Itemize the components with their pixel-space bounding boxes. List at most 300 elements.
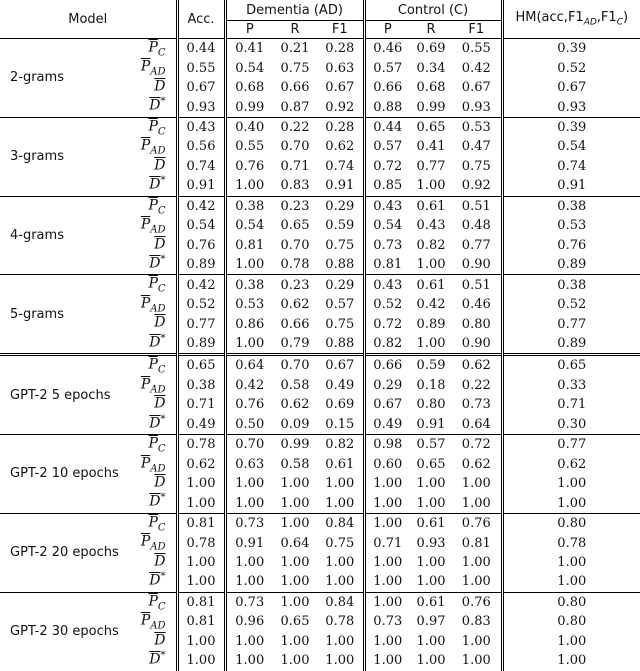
value-cell: 0.61 (410, 592, 452, 612)
row-label-pc (125, 117, 177, 137)
value-cell: 0.54 (177, 216, 225, 235)
row-label-sub: AD (150, 303, 166, 315)
value-cell: 0.49 (325, 377, 355, 393)
value-cell: 1.00 (235, 555, 265, 570)
table-row (0, 275, 640, 295)
value-cell: 0.74 (177, 157, 225, 176)
value-cell: 0.43 (364, 275, 410, 295)
table-row (0, 592, 640, 612)
value-cell: 1.00 (280, 495, 310, 511)
hm-header-text: HM(acc,F1 (515, 9, 584, 25)
value-cell: 0.64 (280, 535, 310, 551)
value-cell: 0.49 (177, 415, 225, 435)
value-cell: 0.62 (452, 455, 502, 474)
value-cell: 0.53 (452, 117, 502, 137)
row-label-sub: C (157, 47, 166, 59)
value-cell: 0.42 (177, 196, 225, 216)
value-cell: 0.43 (177, 117, 225, 137)
row-label-sup: * (160, 492, 166, 504)
control-header: Control (C) (364, 0, 502, 21)
value-cell: 0.62 (325, 139, 355, 155)
value-cell: 0.58 (280, 456, 310, 472)
value-cell: 1.00 (177, 553, 225, 572)
value-cell: 0.81 (177, 513, 225, 533)
row-label-pc (125, 39, 177, 59)
value-cell: 0.65 (280, 218, 310, 234)
value-cell: 0.93 (452, 97, 502, 117)
value-cell: 1.00 (557, 555, 587, 570)
value-cell: 0.71 (280, 158, 310, 174)
value-cell: 1.00 (280, 476, 310, 492)
value-cell: 1.00 (416, 495, 446, 511)
value-cell: 1.00 (557, 495, 587, 511)
value-cell: 0.65 (410, 117, 452, 137)
value-cell: 0.89 (416, 316, 446, 332)
value-cell: 0.73 (364, 612, 410, 631)
control-p-header: P (364, 21, 410, 39)
row-label-sup: * (160, 253, 166, 265)
value-cell: 0.91 (557, 178, 587, 194)
value-cell: 0.77 (557, 316, 587, 332)
row-label-pad (125, 376, 177, 395)
value-cell: 0.99 (273, 435, 317, 455)
row-label-sub: C (157, 126, 166, 138)
value-cell: 0.99 (416, 99, 446, 115)
value-cell: 0.54 (557, 139, 587, 155)
value-cell: 0.65 (280, 614, 310, 630)
value-cell: 0.09 (280, 416, 310, 432)
value-cell: 1.00 (416, 336, 446, 352)
hm-header-sub-ad: AD (583, 17, 597, 28)
value-cell: 0.88 (364, 97, 410, 117)
row-label-pad (125, 533, 177, 552)
value-cell: 0.73 (364, 236, 410, 255)
value-cell: 1.00 (557, 476, 587, 492)
value-cell: 0.73 (225, 592, 273, 612)
value-cell: 0.29 (317, 275, 364, 295)
value-cell: 0.89 (557, 336, 587, 352)
value-cell: 0.80 (502, 513, 640, 533)
value-cell: 0.96 (235, 614, 265, 630)
row-label-d (125, 553, 177, 572)
value-cell: 0.57 (325, 297, 355, 313)
value-cell: 0.66 (280, 80, 310, 96)
row-label-base: $\overline{P}$ (140, 533, 151, 550)
row-label-sup: * (160, 650, 166, 662)
value-cell: 1.00 (364, 632, 410, 651)
value-cell: 0.46 (452, 295, 502, 314)
value-cell: 0.69 (410, 39, 452, 59)
value-cell: 0.72 (364, 157, 410, 176)
row-label-sub: AD (150, 541, 166, 553)
row-label-base: $\overline{D}$ (149, 415, 161, 432)
row-label-sub: AD (150, 462, 166, 474)
value-cell: 1.00 (416, 574, 446, 590)
table-row (0, 39, 640, 59)
hm-header (502, 0, 640, 39)
row-label-dstar (125, 572, 177, 592)
value-cell: 0.38 (502, 275, 640, 295)
value-cell: 0.76 (452, 592, 502, 612)
row-label-sub: C (157, 283, 166, 295)
value-cell: 1.00 (177, 632, 225, 651)
value-cell: 0.80 (557, 614, 587, 630)
row-label-sub: AD (150, 384, 166, 396)
value-cell: 0.93 (416, 535, 446, 551)
value-cell: 1.00 (364, 651, 410, 670)
row-label-base: $\overline{D}$ (154, 395, 166, 412)
value-cell: 0.43 (364, 196, 410, 216)
row-label-sub: C (157, 205, 166, 217)
model-header: Model (0, 0, 177, 39)
value-cell: 0.21 (273, 39, 317, 59)
row-label-base: $\overline{P}$ (140, 612, 151, 629)
model-name-cell: 4-grams (0, 196, 125, 275)
value-cell: 0.62 (557, 456, 587, 472)
row-label-base: $\overline{P}$ (148, 593, 158, 610)
value-cell: 0.65 (177, 355, 225, 376)
value-cell: 0.76 (452, 513, 502, 533)
value-cell: 0.62 (280, 297, 310, 313)
value-cell: 0.82 (317, 435, 364, 455)
value-cell: 0.76 (557, 237, 587, 253)
row-label-pc (125, 435, 177, 455)
row-label-dstar (125, 176, 177, 196)
table-row (0, 196, 640, 216)
value-cell: 0.71 (557, 397, 587, 413)
value-cell: 0.77 (177, 314, 225, 333)
hm-header-comma: ,F1 (596, 9, 617, 25)
accuracy-header: Acc. (177, 0, 225, 39)
value-cell: 0.28 (317, 117, 364, 137)
row-label-dstar (125, 651, 177, 670)
row-label-base: $\overline{D}$ (149, 98, 161, 115)
value-cell: 0.83 (280, 178, 310, 194)
value-cell: 0.63 (235, 456, 265, 472)
row-label-sup: * (160, 175, 166, 187)
control-r-header: R (410, 21, 452, 39)
row-label-sub: AD (150, 145, 166, 157)
row-label-base: $\overline{D}$ (154, 474, 166, 491)
value-cell: 0.70 (280, 139, 310, 155)
value-cell: 0.71 (364, 533, 410, 552)
value-cell: 0.63 (325, 60, 355, 76)
value-cell: 1.00 (273, 592, 317, 612)
value-cell: 0.42 (416, 297, 446, 313)
value-cell: 1.00 (235, 495, 265, 511)
value-cell: 0.57 (410, 435, 452, 455)
value-cell: 0.81 (452, 533, 502, 552)
value-cell: 0.52 (364, 295, 410, 314)
row-label-dstar (125, 255, 177, 275)
value-cell: 0.75 (325, 237, 355, 253)
row-label-sub: AD (150, 224, 166, 236)
value-cell: 0.34 (416, 60, 446, 76)
row-label-d (125, 157, 177, 176)
value-cell: 0.51 (452, 275, 502, 295)
value-cell: 1.00 (364, 493, 410, 513)
value-cell: 0.49 (364, 415, 410, 435)
value-cell: 0.61 (410, 275, 452, 295)
value-cell: 0.41 (416, 139, 446, 155)
value-cell: 1.00 (280, 653, 310, 669)
row-label-base: $\overline{P}$ (148, 118, 158, 135)
value-cell: 0.46 (364, 39, 410, 59)
value-cell: 1.00 (416, 653, 446, 669)
value-cell: 1.00 (177, 493, 225, 513)
value-cell: 0.62 (452, 355, 502, 376)
value-cell: 0.93 (177, 97, 225, 117)
value-cell: 0.91 (235, 535, 265, 551)
value-cell: 0.73 (452, 395, 502, 414)
row-label-sub: C (157, 601, 166, 613)
value-cell: 1.00 (325, 653, 355, 669)
value-cell: 0.54 (364, 216, 410, 235)
value-cell: 0.70 (225, 435, 273, 455)
value-cell: 1.00 (416, 257, 446, 273)
value-cell: 0.22 (452, 376, 502, 395)
value-cell: 1.00 (452, 651, 502, 670)
row-label-base: $\overline{P}$ (140, 376, 151, 393)
value-cell: 0.88 (325, 257, 355, 273)
value-cell: 0.61 (410, 196, 452, 216)
value-cell: 0.87 (280, 99, 310, 115)
value-cell: 1.00 (364, 474, 410, 493)
value-cell: 0.76 (235, 158, 265, 174)
value-cell: 0.60 (364, 455, 410, 474)
model-name-cell: 3-grams (0, 117, 125, 196)
value-cell: 0.39 (502, 39, 640, 59)
value-cell: 1.00 (235, 653, 265, 669)
value-cell: 0.42 (235, 377, 265, 393)
row-label-sub: AD (150, 66, 166, 78)
value-cell: 0.75 (325, 535, 355, 551)
value-cell: 1.00 (557, 574, 587, 590)
row-label-d (125, 236, 177, 255)
value-cell: 0.56 (177, 137, 225, 156)
row-label-base: $\overline{P}$ (148, 197, 158, 214)
value-cell: 0.64 (452, 415, 502, 435)
row-label-pad (125, 295, 177, 314)
value-cell: 1.00 (364, 572, 410, 592)
row-label-pad (125, 58, 177, 77)
row-label-dstar (125, 97, 177, 117)
value-cell: 0.62 (280, 397, 310, 413)
table-row (0, 117, 640, 137)
value-cell: 0.84 (317, 592, 364, 612)
value-cell: 0.18 (416, 377, 446, 393)
value-cell: 0.89 (557, 257, 587, 273)
row-label-base: $\overline{D}$ (154, 632, 166, 649)
row-label-base: $\overline{D}$ (149, 255, 161, 272)
row-label-d (125, 632, 177, 651)
value-cell: 0.43 (416, 218, 446, 234)
value-cell: 0.57 (364, 58, 410, 77)
value-cell: 0.67 (325, 80, 355, 96)
hm-header-sub-c: C (616, 17, 623, 28)
row-label-base: $\overline{P}$ (140, 216, 151, 233)
value-cell: 0.52 (177, 295, 225, 314)
value-cell: 0.78 (177, 533, 225, 552)
value-cell: 0.64 (225, 355, 273, 376)
value-cell: 1.00 (416, 476, 446, 492)
value-cell: 0.90 (452, 334, 502, 355)
row-label-base: $\overline{P}$ (148, 435, 158, 452)
value-cell: 0.76 (177, 236, 225, 255)
value-cell: 1.00 (416, 178, 446, 194)
value-cell: 0.88 (325, 336, 355, 352)
row-label-pad (125, 612, 177, 631)
row-label-pc (125, 355, 177, 376)
value-cell: 0.78 (177, 435, 225, 455)
value-cell: 0.53 (557, 218, 587, 234)
value-cell: 1.00 (273, 513, 317, 533)
value-cell: 0.79 (280, 336, 310, 352)
value-cell: 0.80 (416, 397, 446, 413)
row-label-base: $\overline{P}$ (140, 455, 151, 472)
model-name-cell: GPT-2 30 epochs (0, 592, 125, 670)
header-row-top (0, 0, 640, 21)
value-cell: 0.83 (452, 612, 502, 631)
value-cell: 0.75 (280, 60, 310, 76)
model-name-cell: GPT-2 20 epochs (0, 513, 125, 592)
value-cell: 1.00 (235, 178, 265, 194)
value-cell: 1.00 (364, 592, 410, 612)
value-cell: 0.70 (273, 355, 317, 376)
value-cell: 0.67 (177, 78, 225, 97)
model-name-cell: GPT-2 5 epochs (0, 355, 125, 435)
value-cell: 0.55 (177, 58, 225, 77)
hm-header-close: ) (622, 9, 629, 25)
value-cell: 0.66 (364, 78, 410, 97)
value-cell: 0.28 (317, 39, 364, 59)
value-cell: 0.91 (325, 178, 355, 194)
value-cell: 0.77 (452, 236, 502, 255)
table-row (0, 513, 640, 533)
row-label-sup: * (160, 96, 166, 108)
value-cell: 0.72 (364, 314, 410, 333)
value-cell: 0.65 (416, 456, 446, 472)
value-cell: 0.65 (502, 355, 640, 376)
value-cell: 0.92 (452, 176, 502, 196)
row-label-base: $\overline{D}$ (149, 334, 161, 351)
value-cell: 0.80 (452, 314, 502, 333)
value-cell: 0.51 (452, 196, 502, 216)
value-cell: 0.78 (280, 257, 310, 273)
value-cell: 1.00 (177, 572, 225, 592)
value-cell: 1.00 (235, 574, 265, 590)
row-label-sub: C (157, 522, 166, 534)
value-cell: 0.89 (177, 255, 225, 275)
value-cell: 0.29 (317, 196, 364, 216)
row-label-base: $\overline{D}$ (154, 315, 166, 331)
row-label-base: $\overline{D}$ (154, 553, 166, 570)
value-cell: 1.00 (416, 555, 446, 570)
value-cell: 0.55 (452, 39, 502, 59)
value-cell: 0.62 (177, 455, 225, 474)
value-cell: 0.81 (177, 612, 225, 631)
value-cell: 0.38 (502, 196, 640, 216)
value-cell: 0.55 (235, 139, 265, 155)
value-cell: 1.00 (325, 495, 355, 511)
value-cell: 0.99 (235, 99, 265, 115)
value-cell: 0.78 (325, 614, 355, 630)
value-cell: 1.00 (235, 476, 265, 492)
value-cell: 0.42 (177, 275, 225, 295)
value-cell: 0.67 (452, 78, 502, 97)
value-cell: 0.38 (177, 376, 225, 395)
row-label-pad (125, 216, 177, 235)
dementia-header: Dementia (AD) (225, 0, 364, 21)
value-cell: 0.72 (452, 435, 502, 455)
value-cell: 0.38 (225, 196, 273, 216)
value-cell: 0.71 (177, 395, 225, 414)
value-cell: 0.15 (325, 416, 355, 432)
value-cell: 1.00 (325, 633, 355, 649)
value-cell: 1.00 (452, 632, 502, 651)
value-cell: 0.77 (416, 158, 446, 174)
value-cell: 0.40 (225, 117, 273, 137)
value-cell: 0.76 (235, 397, 265, 413)
value-cell: 0.42 (452, 58, 502, 77)
value-cell: 0.74 (557, 158, 587, 174)
row-label-d (125, 78, 177, 97)
value-cell: 0.54 (235, 218, 265, 234)
table-row (0, 355, 640, 376)
row-label-base: $\overline{P}$ (148, 276, 158, 293)
row-label-sup: * (160, 332, 166, 344)
value-cell: 1.00 (325, 574, 355, 590)
value-cell: 0.84 (317, 513, 364, 533)
row-label-base: $\overline{P}$ (140, 59, 151, 76)
value-cell: 0.59 (325, 218, 355, 234)
value-cell: 0.80 (502, 592, 640, 612)
value-cell: 0.53 (235, 297, 265, 313)
value-cell: 0.89 (177, 334, 225, 355)
row-label-pc (125, 513, 177, 533)
value-cell: 0.81 (177, 592, 225, 612)
value-cell: 0.50 (235, 416, 265, 432)
value-cell: 0.68 (416, 80, 446, 96)
value-cell: 0.77 (502, 435, 640, 455)
value-cell: 0.70 (280, 237, 310, 253)
row-label-base: $\overline{D}$ (149, 176, 161, 193)
value-cell: 0.30 (557, 416, 587, 432)
row-label-dstar (125, 334, 177, 355)
value-cell: 1.00 (325, 555, 355, 570)
value-cell: 0.52 (557, 60, 587, 76)
dementia-f1-header: F1 (317, 21, 364, 39)
value-cell: 1.00 (280, 574, 310, 590)
row-label-sub: C (157, 364, 166, 376)
row-label-sup: * (160, 571, 166, 583)
value-cell: 0.73 (225, 513, 273, 533)
value-cell: 0.93 (557, 99, 587, 115)
value-cell: 0.23 (273, 275, 317, 295)
value-cell: 0.91 (177, 176, 225, 196)
value-cell: 0.66 (364, 355, 410, 376)
dementia-p-header: P (225, 21, 273, 39)
value-cell: 0.81 (364, 255, 410, 275)
value-cell: 1.00 (235, 257, 265, 273)
value-cell: 0.85 (364, 176, 410, 196)
row-label-pc (125, 196, 177, 216)
value-cell: 1.00 (416, 633, 446, 649)
value-cell: 0.92 (325, 99, 355, 115)
value-cell: 0.86 (235, 316, 265, 332)
value-cell: 0.33 (557, 377, 587, 393)
value-cell: 0.59 (410, 355, 452, 376)
